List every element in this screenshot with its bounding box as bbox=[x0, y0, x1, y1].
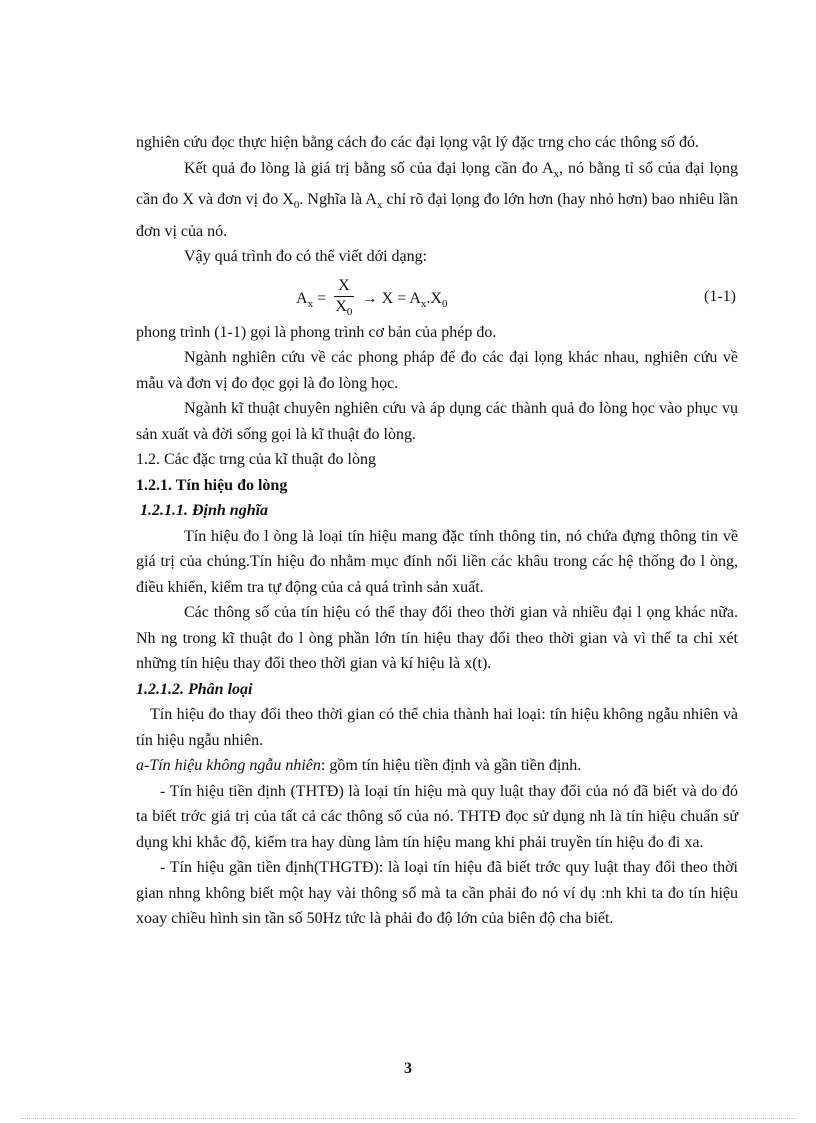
subscript-zero: 0 bbox=[293, 199, 300, 212]
arrow-icon: → bbox=[361, 289, 378, 307]
equation-rhs-sub: x bbox=[420, 297, 427, 310]
paragraph-10-label: a-Tín hiệu không ngẫu nhiên bbox=[136, 757, 321, 775]
equation-equals: = bbox=[317, 289, 327, 307]
equation-fraction bbox=[334, 276, 354, 322]
equation-number: (1-1) bbox=[704, 287, 736, 305]
paragraph-1: nghiên cứu đọc thực hiện bằng cách đo các đại lọng vật lý đặc trng cho các thông số đó. bbox=[136, 134, 699, 151]
fraction-numerator: X bbox=[334, 276, 354, 297]
paragraph-10-text: : gồm tín hiệu tiền định và gần tiền định. bbox=[320, 757, 582, 775]
paragraph-9: Tín hiệu đo thay đổi theo thời gian có thể chia thành hai loại: tín hiệu không ngẫu nhiên và tín hiệu ngẫu nhiên. bbox=[136, 706, 738, 749]
paragraph-4: phong trình (1-1) gọi là phong trình cơ bản của phép đo. bbox=[136, 323, 497, 341]
equation-rhs-tail: .X bbox=[426, 289, 442, 307]
section-heading-1-2-1: 1.2.1. Tín hiệu đo lòng bbox=[136, 476, 288, 494]
body-text bbox=[136, 130, 738, 932]
page-bottom-divider bbox=[20, 1118, 796, 1119]
fraction-denominator-sub: 0 bbox=[346, 306, 353, 319]
paragraph-7: Tín hiệu đo l òng là loại tín hiệu mang đặc tính thông tin, nó chứa đựng thông tin về giá trị của chúng.Tín hiệu đo nhằm mục đính nối liền các khâu trong các hệ thống đo l òng, điều khiển, kiểm tra tự động của cả quá trình sản xuất. bbox=[136, 527, 738, 596]
fraction-denominator-symbol: X bbox=[335, 297, 347, 315]
section-heading-1-2-1-1: 1.2.1.1. Định nghĩa bbox=[140, 502, 269, 520]
paragraph-3: Vậy quá trình đo có thể viết dới dạng: bbox=[184, 248, 428, 266]
paragraph-2-part-a: Kết quả đo lòng là giá trị bằng số của đại lọng cần đo A bbox=[184, 159, 554, 177]
equation-rhs-tail-sub: 0 bbox=[441, 297, 448, 310]
subscript-x: x bbox=[553, 167, 560, 180]
paragraph-10 bbox=[136, 753, 738, 779]
paragraph-5: Ngành nghiên cứu về các phong pháp để đo các đại lọng khác nhau, nghiên cứu về mẫu và đơn vị đo đọc gọi là đo lòng học. bbox=[136, 349, 738, 392]
page-number: 3 bbox=[404, 1060, 412, 1077]
section-heading-1-2-1-2: 1.2.1.2. Phân loại bbox=[136, 680, 253, 698]
equation-1-1 bbox=[136, 270, 738, 320]
subscript-x-2: x bbox=[376, 199, 383, 212]
paragraph-8: Các thông số của tín hiệu có thể thay đổi theo thời gian và nhiều đại l ọng khác nữa. Nh ng trong kĩ thuật đo l òng phần lớn tín hiệu thay đổi theo thời gian và vì thế ta chỉ xét những tín hiệu thay đổi theo thời gian và kí hiệu là x(t). bbox=[136, 604, 738, 673]
paragraph-2-part-d: chỉ rõ đại lọng đo lớn hơn (hay nhỏ hơn) bao nhiêu lần đơn vị của nó. bbox=[136, 191, 738, 240]
equation-lhs: A bbox=[296, 289, 308, 307]
fraction-denominator bbox=[334, 297, 354, 322]
paragraph-12: - Tín hiệu gần tiền định(THGTĐ): là loại tín hiệu đã biết trớc quy luật thay đổi theo thời gian nhng không biết một hay vài thông số mà ta cần phải đo nó ví dụ :nh khi ta đo tín hiệu xoay chiều hình sin tần số 50Hz tức là phải đo độ lớn của biên độ cha biết. bbox=[136, 859, 738, 928]
equation-lhs-sub: x bbox=[307, 297, 314, 310]
paragraph-2 bbox=[136, 156, 738, 245]
equation-rhs: X = A bbox=[381, 289, 421, 307]
section-heading-1-2: 1.2. Các đặc trng của kĩ thuật đo lòng bbox=[136, 451, 376, 469]
paragraph-2-part-b: , nó bằng tỉ số của đại lọng cần đo X và đơn vị đo X bbox=[136, 159, 739, 209]
paragraph-2-part-c: . Nghĩa là A bbox=[299, 191, 377, 209]
paragraph-6: Ngành kĩ thuật chuyên nghiên cứu và áp dụng các thành quả đo lòng học vào phục vụ sản xuất và đời sống gọi là kĩ thuật đo lòng. bbox=[136, 400, 738, 443]
paragraph-11: - Tín hiệu tiền định (THTĐ) là loại tín hiệu mà quy luật thay đổi của nó đã biết và do đó ta biết trớc giá trị của tất cả các thông số của nó. THTĐ đọc sử dụng nh là tín hiệu chuẩn sử dụng khi khắc độ, kiểm tra hay dùng làm tín hiệu mang khi phải truyền tín hiệu đo đi xa. bbox=[136, 782, 738, 851]
equation-expression bbox=[296, 276, 447, 322]
